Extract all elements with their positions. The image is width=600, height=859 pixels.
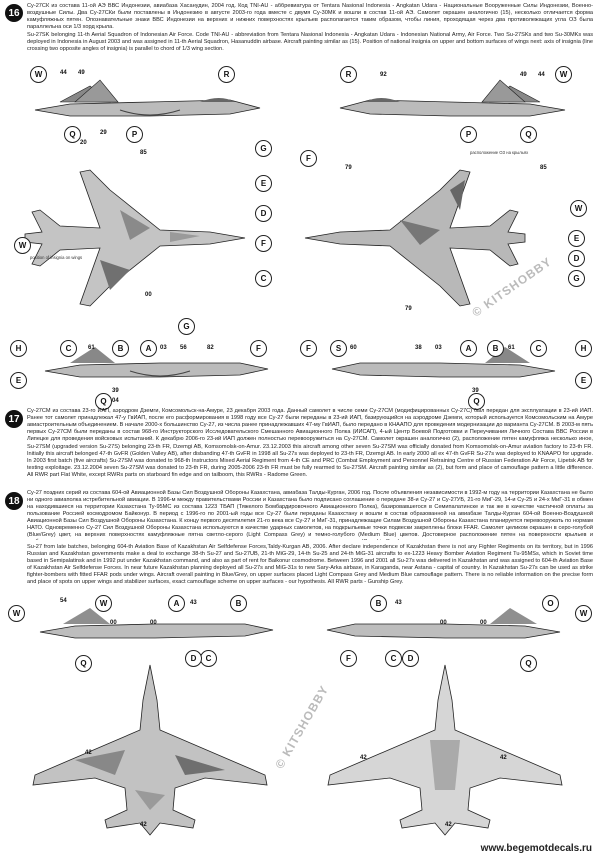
callout-e: E — [255, 175, 272, 192]
callout-a: A — [460, 340, 477, 357]
callout-c: C — [255, 270, 272, 287]
side-number: 42 — [360, 755, 367, 761]
side-number: 92 — [380, 72, 387, 78]
side-number: 29 — [100, 130, 107, 136]
side-number: 79 — [345, 165, 352, 171]
callout-h: H — [575, 340, 592, 357]
side-number: 42 — [445, 822, 452, 828]
callout-q: Q — [75, 655, 92, 672]
callout-w: W — [555, 66, 572, 83]
callout-d: D — [568, 250, 585, 267]
side-number: 61 — [88, 345, 95, 351]
section-16-badge: 16 — [5, 4, 23, 22]
side-number: 79 — [405, 306, 412, 312]
s16-top-view — [20, 150, 250, 325]
s18-side-view-left — [35, 608, 275, 653]
callout-e: E — [10, 372, 27, 389]
side-number: 03 — [435, 345, 442, 351]
s18-bottom-view — [310, 660, 580, 840]
side-number: 49 — [520, 72, 527, 78]
callout-b: B — [230, 595, 247, 612]
callout-r: R — [340, 66, 357, 83]
callout-a: A — [140, 340, 157, 357]
callout-b: B — [112, 340, 129, 357]
callout-p: P — [126, 126, 143, 143]
callout-g: G — [255, 140, 272, 157]
side-number: 20 — [80, 140, 87, 146]
section-18-text-ru: Су-27 поздних серий из состава 604-ой Авиационной Базы Сил Воздушной Обороны Казахстана, авиабаза Талды-Курган, 2006 год. После объявления независимости в 1992-м году на территории Казахстана не было ни одного авиаполка истребительной авиации. В 1996-м между правительствами России и Казахстана было подписано соглашение о передаче 38-и Су-27 и Су-27УБ, 21-го МиГ-29, 14-и Су-25 и 24-х МиГ-31 в обмен на находившиеся на территории Казахстана Ту-95МС из состава 1223 ТБАП (Тяжелого Бомбардировочного Авиационного Полка), базировавшегося в Семипалатинске и так же в качестве частичной оплаты за пользование Россией космодромом Байконур. В период с 1996-го по 2001-ый годы все Су-27 были переданы Казахстану и вошли в состав образованной на авиабазе Талды-Курган 604-ой Военно-Воздушной Авиационной Базы Сил Воздушной Обороны Казахстана. К концу первого десятилетия 21-го века все Су-27 и МиГ-31, принадлежащие Силам Воздушной Обороны Казахстана планируется перевооружать по нормам НАТО. Одновременно Су-27 Сил Воздушной Обороны Казахстана используются в качестве ударных самолетов, на подкрыльевые точки подвески закреплены блоки FFAR. Самолет целиком окрашен в серо-голубой (Blue/Grey) цвет, на верхних поверхностях камуфляжные пятна светло-серого (Light Compass Grey) и темно-голубого (Medium Blue) цветов. Достоверное расположение пятен на поверхности крыльев и — [27, 490, 593, 538]
side-number: 00 — [110, 620, 117, 626]
side-number: 85 — [540, 165, 547, 171]
side-number: 00 — [480, 620, 487, 626]
callout-q: Q — [95, 393, 112, 410]
side-number: 82 — [207, 345, 214, 351]
side-number: 54 — [60, 598, 67, 604]
side-number: 42 — [85, 750, 92, 756]
callout-g: G — [178, 318, 195, 335]
insignia-note-ru: расположение ОЗ на крыльях — [470, 150, 529, 155]
footer-url: www.begemotdecals.ru — [480, 843, 592, 854]
side-number: 03 — [160, 345, 167, 351]
side-number: 39 — [472, 388, 479, 394]
callout-r: R — [218, 66, 235, 83]
section-17-text-ru: Су-27СМ из состава 23-го ИАП, аэродром Дземги, Комсомольск-на-Амуре, 23 декабря 2003 года. Данный самолет в числе семи Су-27СМ (модифицированных Су-27С) был передан для эксплуатации в 23-ий ИАП. Ранее тот самолет принадлежал 47-у ГвИАП, после его расформирования в 1998 году все Су-27 были переданы в 23-ий ИАП, базирующийся на аэродроме Дземги, который используется Комсомольским на Амуре авиастроительным объединением. В начале 2000-х большинство Су-27, из числа ранее принадлежавших 47-му ГвИАП, было передано в КНААПО для проведения модернизации до варианта Су-27СМ. В 2003-м пять первых Су-27СМ были переданы в состав 968-го Инструкторского Исследовательского Смешанного Авиационного Полка (ИИСАП), 4-ый Центр Боевой Подготовки и Переучивания Личного Состава ВВС России в Липецке для проведения войсковых испытаний. К декабрю 2006-го 23-ий ИАП должен полностью перевооружиться на Су-27СМ. Самолет окрашен аналогично (2), расположение пятен камуфляжа несколько иное, — [27, 408, 593, 442]
callout-c: C — [200, 650, 217, 667]
callout-p: P — [460, 126, 477, 143]
s18-top-view — [15, 660, 285, 840]
callout-c: C — [385, 650, 402, 667]
callout-q: Q — [468, 393, 485, 410]
callout-w: W — [14, 237, 31, 254]
callout-w: W — [30, 66, 47, 83]
callout-w: W — [95, 595, 112, 612]
callout-o: O — [542, 595, 559, 612]
side-number: 44 — [538, 72, 545, 78]
callout-q: Q — [64, 126, 81, 143]
callout-b: B — [487, 340, 504, 357]
callout-f: F — [250, 340, 267, 357]
side-number: 60 — [350, 345, 357, 351]
callout-q: Q — [520, 126, 537, 143]
callout-e: E — [575, 372, 592, 389]
callout-b: B — [370, 595, 387, 612]
side-number: 56 — [180, 345, 187, 351]
callout-f: F — [255, 235, 272, 252]
side-number: 43 — [395, 600, 402, 606]
callout-h: H — [10, 340, 27, 357]
side-number: 85 — [140, 150, 147, 156]
callout-d: D — [185, 650, 202, 667]
section-17-text-en: Su-27SM (upgraded version Su-27S) belonging 23-th FR, Dzemgi AB, Komsomolsk-on-Amur. 23.12.2003 this aircraft among other seven Su-27SM was officially donated from Komsomolsk-on-Amur aviation factory to 23-th FR. Initially this aircraft belonged 47-th GvFR (Golden Valley AB), after disbanding 47-th GvFR in 1998 all Su-27s was deployed to 23-th FR, Dzemgi AB. In early 2000 all ex 47-th GvFR Su-27s was deployed to KNAAPO for upgrade. In 2003 first batch (five aircrafts) Su-27SM was donated to 968-th Instructors Mixed Aerial Regiment from 4-th CE and PRC (Combat Employment and Personnel Retraining Centre of Russian Federation Air Force, Lipetsk AB for testing exploitage. 23.12.2004 seven Su-27SM was donated to 23-th FR, during 2005-2006 23-th FR must be fully rearmed to Su-27SM. Aircraft painting similar as (2), but form and place of camouflage pattern a little difference. All RWR part Flat White, except RWRs parts on starboard fin edge and on tailboom, this RWRs - Radome Green. — [27, 444, 593, 478]
side-number: 44 — [60, 70, 67, 76]
insignia-note: position of insignia on wings — [30, 255, 83, 260]
side-number: 42 — [140, 822, 147, 828]
section-18-text-en: Su-27 from late batches, belonging 604-th Aviation Base of Kazakhstan Air Selfdefense Forces,Taldy-Kurgan AB, 2006. After declare independence of Kazakhstan there is not any Fighter Regiments on its territory, but in 1996 Russian and Kazakhstan governments make a deal to exchange 38-th Su-27 and Su-27UB, 21-th MiG-29, 14-th Su-25 and 24-th MiG-31 aircrafts to ex-1223 Heavy Bomber Aviation Regiment Tu-95MSs, which in Soviet time based in Semipalatinsk and in 1992 put under Kazakhstan command, and also as part of rent for Baikonur cosmodrome. Between 1996 and 2001 all Su-27s was delivered in Kazakhstan and was assigned to 604-th Aviation Base of Kazakhstan Air Selfdefense Forces. In near future Kazakhstan planning deployed all Su-27s and MiG-31s to new Sary-Arka airbase, in Karaganda, near Astana - capital of country. In Kazakhstan Su-27s can be used as strike fighter-bombers with fitted FFAR pods under wings. Aircraft overall painting in Blue/Grey, on upper surfaces placed Light Compass Grey and Medium Blue camouflage pattern. There is no reliable information on the precise form and place of spots on upper wings and stabilizer surfaces, exact camouflage scheme on upper surfaces - our hypothesis. All RWR parts - Gunship Grey. — [27, 544, 593, 585]
callout-w: W — [8, 605, 25, 622]
section-16-text-ru: Су-27СК из состава 11-ой АЭ ВВС Индонезии, авиабаза Хасанудин, 2004 год. Код TNI-AU - аббревиатура от Tentara Nasional Indonesia - Angkatan Udara - Национальные Вооруженные Силы Индонезии, Военно-воздушные Силы. Два Су-27СКи были поставлены в Индонезию в августе 2003-го года вместе с двумя Су-30МК и вошли в состав 11-ой АЭ. Самолет окрашен аналогично (15), несколько отличается форма камуфляжных пятен. Опознавательные знаки ВВС Индонезии на верхних и нижних поверхностях крыльев располагается таким образом, чтобы линия, проходящая через два противолежащих угла ОЗ была параллельна оси 1/3 хорд крыла. — [27, 3, 593, 30]
callout-g: G — [568, 270, 585, 287]
callout-e: E — [568, 230, 585, 247]
watermark: © KITSHOBBY — [469, 254, 555, 320]
callout-w: W — [570, 200, 587, 217]
watermark: © KITSHOBBY — [272, 682, 332, 772]
side-number: 00 — [150, 620, 157, 626]
side-number: 39 — [112, 388, 119, 394]
side-number: 00 — [145, 292, 152, 298]
side-number: 04 — [112, 398, 119, 404]
callout-a: A — [168, 595, 185, 612]
side-number: 61 — [508, 345, 515, 351]
callout-f: F — [340, 650, 357, 667]
s16-bottom-view — [300, 150, 570, 325]
callout-d: D — [402, 650, 419, 667]
section-17-badge: 17 — [5, 410, 23, 428]
callout-c: C — [60, 340, 77, 357]
side-number: 38 — [415, 345, 422, 351]
callout-q: Q — [520, 655, 537, 672]
side-number: 00 — [440, 620, 447, 626]
s17-side-view-right — [330, 345, 560, 395]
callout-d: D — [255, 205, 272, 222]
callout-w: W — [575, 605, 592, 622]
callout-f: F — [300, 150, 317, 167]
callout-c: C — [530, 340, 547, 357]
s18-side-view-right — [325, 608, 565, 653]
side-number: 49 — [78, 70, 85, 76]
callout-f: F — [300, 340, 317, 357]
callout-s: S — [330, 340, 347, 357]
section-16-text-en: Su-27SK belonging 11-th Aerial Squadron of Indonesian Air Force. Code TNI-AU - abbreviation from Tentara Nasional Indonesia - Angkatan Udara - Indonesian National Army, Air Force. Two Su-27SKs and two Su-30MKs was deployed in Indonesia in August 2003 and was assigned in 11-th Aerial Squadron, Hasanuddin airbase. Aircraft painting similar as (15). Position of national insignia on upper and bottom surfaces of wings next: axis of insignia (line crossing two opposite angles of insignia) is parallel to chord of 1/3 wing section. — [27, 32, 593, 52]
section-18-badge: 18 — [5, 492, 23, 510]
side-number: 43 — [190, 600, 197, 606]
side-number: 42 — [500, 755, 507, 761]
